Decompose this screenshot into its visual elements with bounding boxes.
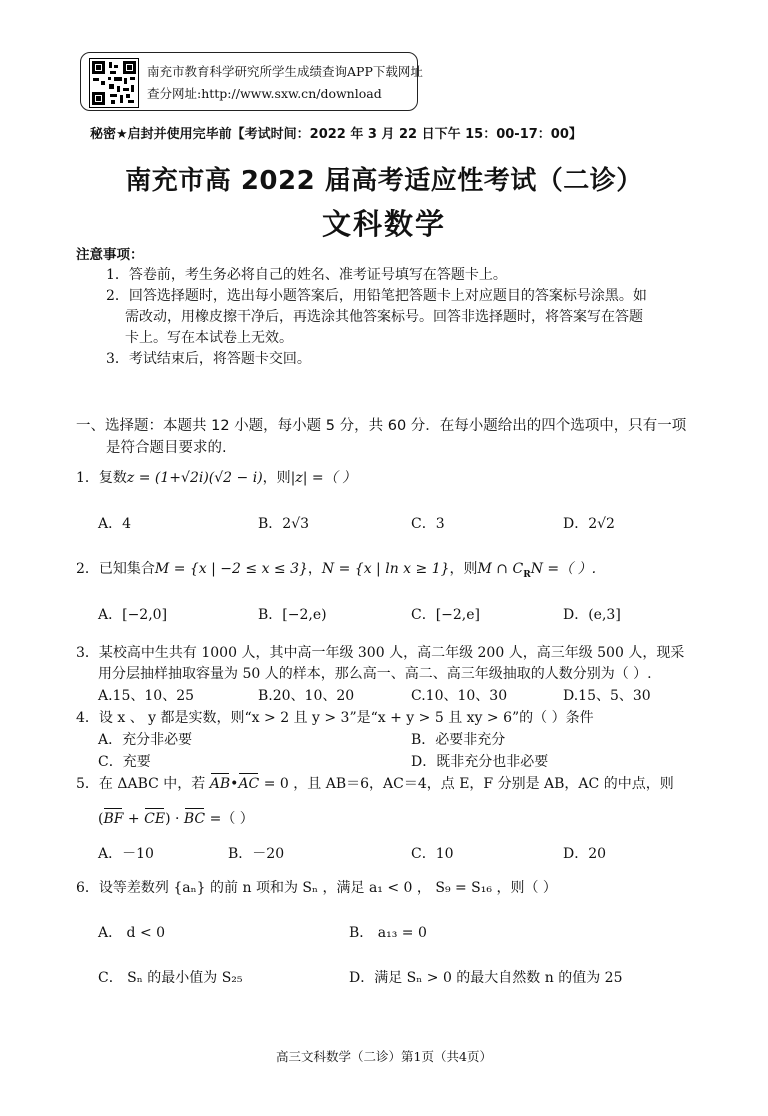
vector-ab: AB (209, 776, 231, 792)
option-b[interactable]: B．必要非充分 (411, 732, 506, 748)
option-b[interactable]: B．－20 (228, 846, 285, 862)
question-2 (76, 558, 596, 580)
option-c[interactable]: C．10 (411, 846, 454, 862)
formula: z = (1+√2i)(√2 − i) (126, 470, 263, 486)
question-number: 4． (76, 710, 99, 726)
download-url-label: 南充市教育科学研究所学生成绩查询APP下载网址 (147, 64, 423, 79)
question-stem: 设 x 、 y 都是实数，则“x > 2 且 y > 3”是“x + y > 5 且 xy > 6”的（ ）条件 (98, 710, 594, 726)
question-stem: 已知集合 (98, 561, 155, 577)
question-number: 6． (76, 880, 99, 896)
vector-ac: AC (238, 776, 260, 792)
option-a[interactable]: A．－10 (98, 846, 154, 862)
download-url[interactable]: 查分网址:http://www.sxw.cn/download (147, 86, 382, 101)
secrecy-notice: 秘密★启封并使用完毕前【考试时间：2022 年 3 月 22 日下午 15：00-17：00】 (90, 127, 582, 142)
option-a[interactable]: A． d < 0 (98, 925, 166, 941)
formula: N =（ ）. (530, 561, 597, 577)
formula: N = {x | ln x ≥ 1} (321, 561, 450, 577)
question-4 (76, 707, 594, 727)
question-number: 1． (76, 470, 99, 486)
option-a[interactable]: A．充分非必要 (98, 732, 193, 748)
answer-blank: =（ ） (205, 811, 254, 827)
question-stem-cont: 用分层抽样抽取容量为 50 人的样本，那么高一、高二、高三年级抽取的人数分别为（ ）. (98, 666, 652, 682)
question-number: 3． (76, 645, 99, 661)
option-c[interactable]: C．[−2,e] (411, 607, 481, 623)
qr-code-icon[interactable] (89, 58, 139, 108)
option-b[interactable]: B． a₁₃ = 0 (349, 925, 427, 941)
vector-bc: BC (183, 811, 206, 827)
option-c[interactable]: C．3 (411, 516, 445, 532)
question-stem: ， (307, 561, 322, 577)
option-a[interactable]: A．4 (98, 516, 132, 532)
vector-bf: BF (103, 811, 124, 827)
option-c[interactable]: C.10、10、30 (411, 688, 508, 704)
page-footer: 高三文科数学（二诊）第1页（共4页） (276, 1049, 492, 1064)
formula: M = {x | −2 ≤ x ≤ 3} (154, 561, 308, 577)
question-1 (76, 467, 356, 487)
formula: |z| =（ ） (290, 470, 357, 486)
option-d[interactable]: D.15、5、30 (563, 688, 651, 704)
instruction-item: 2．回答选择题时，选出每小题答案后，用铅笔把答题卡上对应题目的答案标号涂黑。如 (106, 288, 647, 304)
option-d[interactable]: D．满足 Sₙ > 0 的最大自然数 n 的值为 25 (349, 970, 623, 986)
option-a[interactable]: A．[−2,0] (98, 607, 168, 623)
instruction-item: 需改动，用橡皮擦干净后，再选涂其他答案标号。回答非选择题时，将答案写在答题 (125, 309, 643, 325)
option-d[interactable]: D．既非充分也非必要 (411, 754, 549, 770)
question-6 (76, 877, 557, 897)
exam-title: 南充市高 2022 届高考适应性考试（二诊） (125, 166, 643, 196)
question-number: 5． (76, 776, 99, 792)
paren: ) · (165, 811, 184, 827)
question-stem: 在 ΔABC 中，若 (98, 776, 210, 792)
question-3 (76, 642, 684, 662)
question-stem: ，则 (449, 561, 478, 577)
exam-subject: 文科数学 (321, 207, 446, 241)
question-stem: 设等差数列 {aₙ} 的前 n 项和为 Sₙ ，满足 a₁ < 0 ， S₉ = S₁₆ ，则（ ） (98, 880, 557, 896)
question-stem: 某校高中生共有 1000 人，其中高一年级 300 人，高二年级 200 人，高三年级 500 人，现采 (98, 645, 685, 661)
option-b[interactable]: B．2√3 (258, 516, 310, 532)
option-d[interactable]: D．(e,3] (563, 607, 621, 623)
option-a[interactable]: A.15、10、25 (98, 688, 195, 704)
question-5-line2 (98, 808, 254, 828)
vector-ce: CE (144, 811, 166, 827)
question-stem: 复数 (98, 470, 127, 486)
instruction-item: 1．答卷前，考生务必将自己的姓名、准考证号填写在答题卡上。 (106, 267, 507, 283)
option-c[interactable]: C． Sₙ 的最小值为 S₂₅ (98, 970, 243, 986)
option-b[interactable]: B．[−2,e) (258, 607, 327, 623)
option-b[interactable]: B.20、10、20 (258, 688, 355, 704)
plus-sign: + (123, 811, 145, 827)
formula-subscript: R (523, 569, 531, 580)
question-stem: ，则 (262, 470, 291, 486)
formula: M ∩ C (477, 561, 524, 577)
instruction-item: 卡上。写在本试卷上无效。 (125, 330, 293, 346)
option-d[interactable]: D．20 (563, 846, 607, 862)
dot-symbol: • (230, 776, 239, 792)
paren: ( (98, 811, 104, 827)
section-heading-cont: 是符合题目要求的. (106, 440, 227, 456)
option-d[interactable]: D．2√2 (563, 516, 615, 532)
question-stem: = 0 ，且 AB＝6，AC＝4，点 E，F 分别是 AB，AC 的中点，则 (259, 776, 674, 792)
instructions-heading: 注意事项： (76, 247, 144, 263)
question-5 (76, 773, 674, 793)
option-c[interactable]: C．充要 (98, 754, 151, 770)
instruction-item: 3．考试结束后，将答题卡交回。 (106, 351, 311, 367)
question-number: 2． (76, 561, 99, 577)
section-heading: 一、选择题：本题共 12 小题，每小题 5 分，共 60 分．在每小题给出的四个选项中，只有一项 (76, 418, 687, 434)
download-info-box (80, 52, 423, 111)
